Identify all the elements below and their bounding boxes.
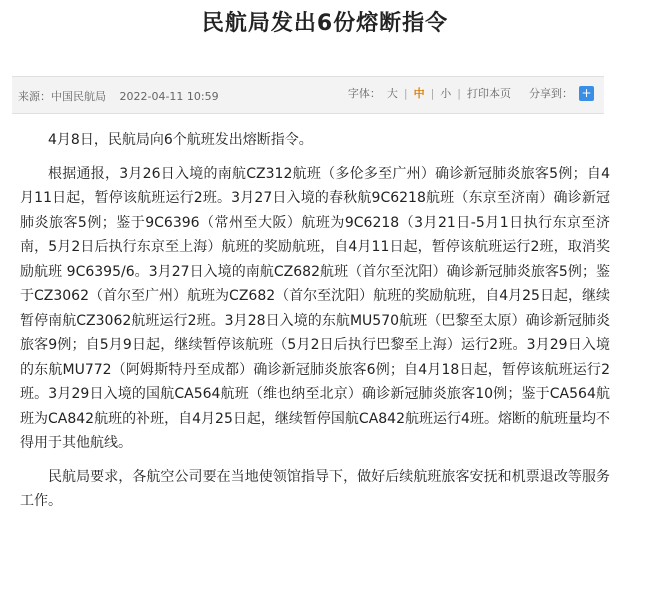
divider: | (403, 86, 408, 100)
article-paragraph: 根据通报，3月26日入境的南航CZ312航班（多伦多至广州）确诊新冠肺炎旅客5例；自4月11日起，暂停该航班运行2班。3月27日入境的春秋航9C6218航班（东京至济南）确诊新冠肺炎旅客5例；鉴于9C6396（常州至大阪）航班为9C6218（3月21日-5月1日执行东京至济南，5月2日后执行东京至上海）航班的奖励航班，自4月11日起，暂停该航班运行2班，取消奖励航班 9C6395/6。3月27日入境的南航CZ682航班（首尔至沈阳）确诊新冠肺炎旅客5例；鉴于CZ3062（首尔至广州）航班为CZ682（首尔至沈阳）航班的奖励航班，自4月25日起，继续暂停南航CZ3062航班运行2班。3月28日入境的东航MU570航班（巴黎至太原）确诊新冠肺炎旅客9例；自5月9日起，继续暂停该航班（5月2日后执行巴黎至上海）运行2班。3月29日入境的东航MU772（阿姆斯特丹至成都）确诊新冠肺炎旅客6例；自4月18日起，暂停该航班运行2班。3月29日入境的国航CA564航班（维也纳至北京）确诊新冠肺炎旅客10例；鉴于CA564航班为CA842航班的补班，自4月25日起，继续暂停国航CA842航班运行4班。熔断的航班量均不得用于其他航线。 (20, 165, 610, 451)
article-paragraph: 4月8日，民航局向6个航班发出熔断指令。 (48, 132, 313, 148)
font-size-small-button[interactable]: 小 (440, 87, 452, 100)
article-datetime: 2022-04-11 10:59 (119, 90, 219, 103)
article-tools (348, 85, 594, 101)
page-title: 民航局发出6份熔断指令 (201, 11, 449, 36)
article-source: 来源：中国民航局 (18, 90, 106, 103)
divider: | (430, 86, 435, 100)
article-meta-info (18, 88, 229, 104)
article-paragraph: 民航局要求，各航空公司要在当地使领馆指导下，做好后续航班旅客安抚和机票退改等服务工作。 (20, 468, 610, 509)
font-size-medium-button[interactable]: 中 (413, 87, 425, 100)
article-body (20, 128, 610, 523)
divider: | (457, 86, 461, 100)
share-plus-icon[interactable]: + (579, 86, 594, 101)
font-size-label: 字体： (347, 87, 381, 100)
article-meta-bar (12, 76, 604, 114)
share-label: 分享到： (529, 87, 573, 100)
font-size-large-button[interactable]: 大 (386, 87, 398, 100)
print-page-link[interactable]: 打印本页 (467, 87, 511, 100)
